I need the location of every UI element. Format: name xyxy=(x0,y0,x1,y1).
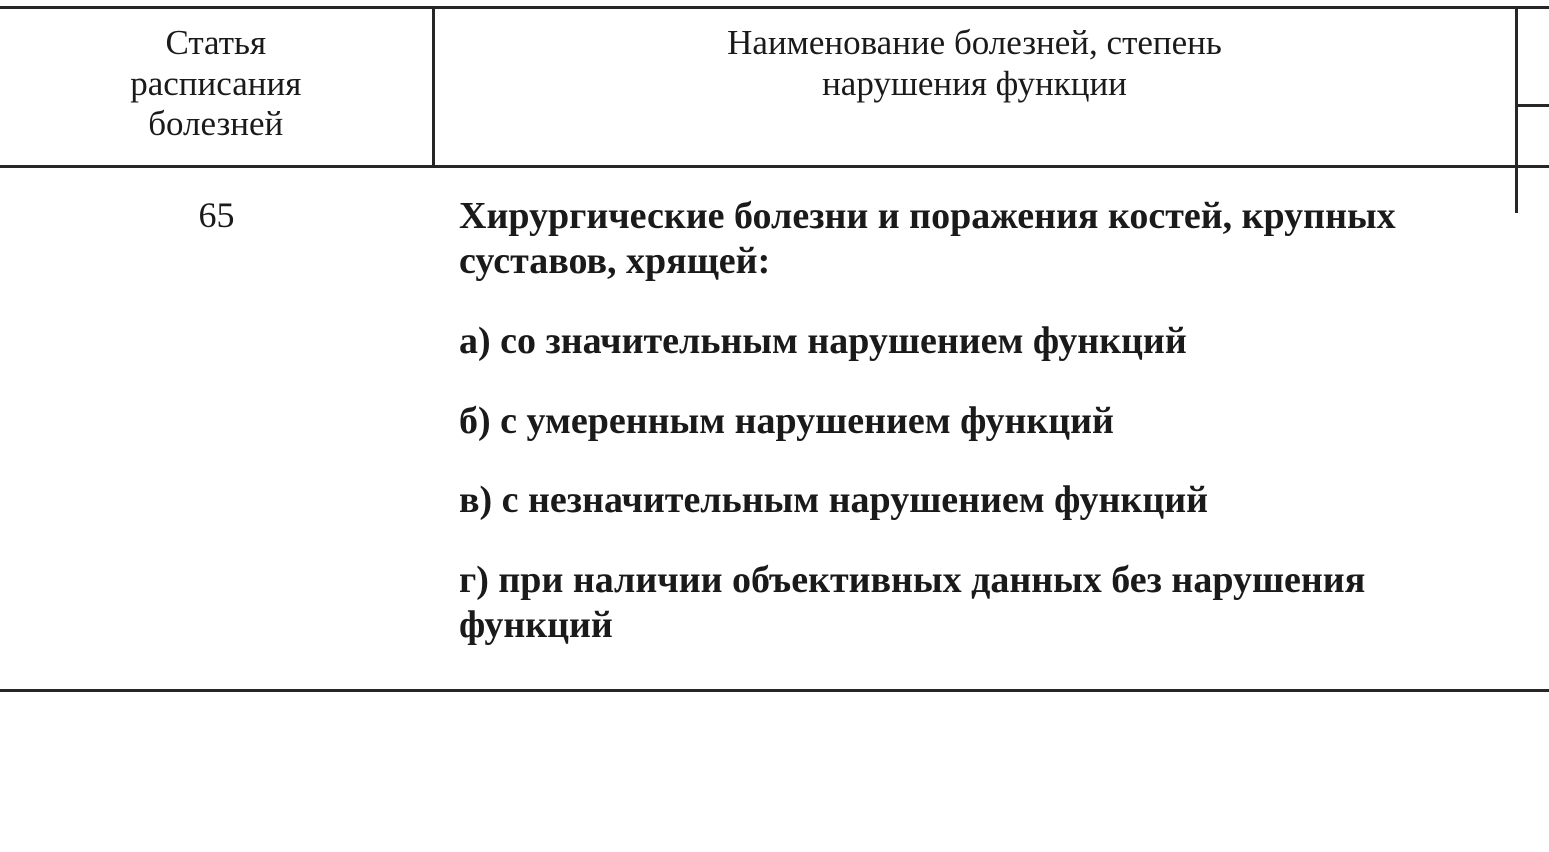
right-column-divider xyxy=(1515,6,1518,213)
cell-extra xyxy=(1516,166,1549,690)
column-header-article-line-2: расписания xyxy=(130,63,302,103)
column-header-name-line-1: Наименование болезней, степень xyxy=(727,23,1222,62)
column-header-name xyxy=(433,8,1516,167)
disease-item-v: в) с незначительным нарушением функций xyxy=(459,479,1208,522)
diseases-schedule-table xyxy=(0,6,1549,692)
cell-disease-description xyxy=(433,166,1516,690)
column-header-name-line-2: нарушения функции xyxy=(822,63,1127,103)
disease-lead-text: Хирургические болезни и поражения костей, крупных суставов, хрящей: xyxy=(459,194,1396,283)
cell-article-number: 65 xyxy=(0,166,433,690)
column-header-article-line-1: Статья xyxy=(165,23,267,62)
table-header-row xyxy=(0,8,1549,167)
right-column-stub-rule xyxy=(1518,104,1549,107)
disease-item-g: г) при наличии объективных данных без нарушения функций xyxy=(459,558,1366,647)
disease-item-a: а) со значительным нарушением функций xyxy=(459,319,1187,362)
table-row xyxy=(0,166,1549,690)
column-header-article xyxy=(0,8,433,167)
column-header-extra xyxy=(1516,8,1549,167)
disease-item-b: б) с умеренным нарушением функций xyxy=(459,399,1114,442)
column-header-article-line-3: болезней xyxy=(148,104,284,144)
